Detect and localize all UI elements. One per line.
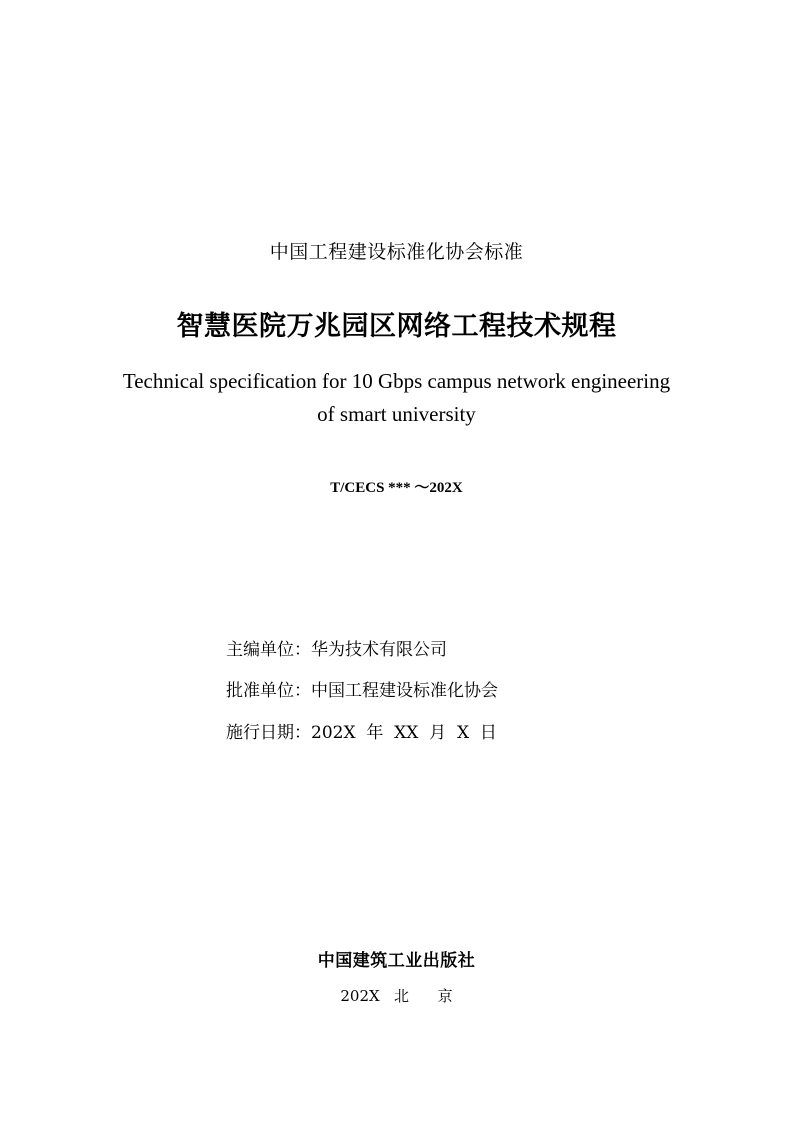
publication-year-place: 202X 北 京 <box>340 987 453 1005</box>
title-english-line1: Technical specification for 10 Gbps campus network engineering <box>122 369 671 393</box>
title-chinese: 智慧医院万兆园区网络工程技术规程 <box>176 311 617 342</box>
title-english-line2: of smart university <box>317 402 476 426</box>
publisher-name: 中国建筑工业出版社 <box>317 951 476 971</box>
effective-date: 施行日期：202X 年 XX 月 X 日 <box>226 723 497 743</box>
association-standard-label: 中国工程建设标准化协会标准 <box>269 241 524 263</box>
approving-unit: 批准单位：中国工程建设标准化协会 <box>226 681 498 701</box>
standard-code: T/CECS *** ～202X <box>330 480 463 496</box>
chief-editor-unit: 主编单位：华为技术有限公司 <box>226 640 447 660</box>
